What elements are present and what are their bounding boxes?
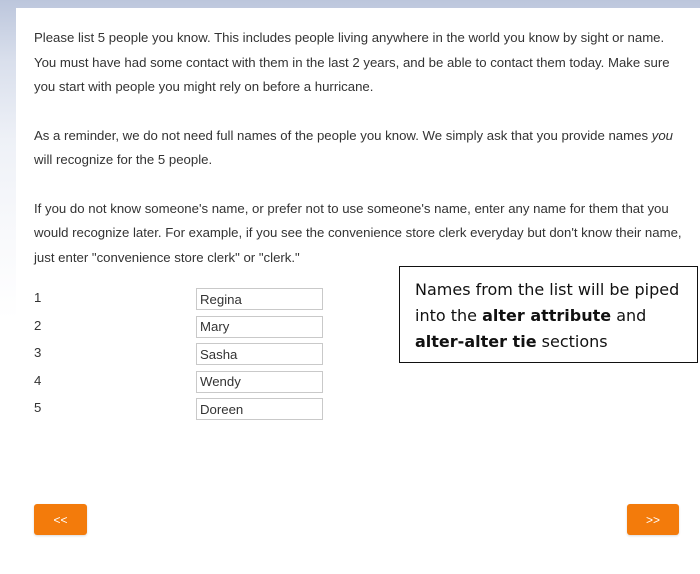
instruction-paragraph-2: [34, 124, 684, 173]
annotation-callout: [399, 266, 698, 363]
callout-bold-text: alter-alter tie: [415, 332, 537, 351]
instructions: [34, 26, 684, 270]
row-number: 1: [34, 290, 42, 305]
row-number: 5: [34, 400, 42, 415]
row-number: 2: [34, 317, 42, 333]
callout-text: sections: [536, 332, 608, 351]
row-number: 3: [34, 345, 42, 360]
instruction-text: As a reminder, we do not need full names of the people you know. We simply ask that you provide names: [34, 127, 652, 143]
emphasis-text: you: [651, 127, 673, 143]
name-input-1[interactable]: [196, 288, 323, 310]
row-number: 4: [34, 372, 42, 388]
callout-bold-text: alter attribute: [482, 306, 612, 325]
name-input-3[interactable]: [196, 343, 323, 365]
name-input-2[interactable]: [196, 316, 323, 338]
instruction-text: will recognize for the 5 people.: [34, 152, 213, 167]
previous-button[interactable]: <<: [34, 504, 87, 535]
instruction-paragraph-3: If you do not know someone's name, or prefer not to use someone's name, enter any name for them that you would recognize later. For example, if you see the convenience store clerk everyday but don't know their name, just enter "convenience store clerk" or "clerk.": [34, 200, 682, 265]
name-input-5[interactable]: [196, 398, 323, 420]
name-input-4[interactable]: [196, 371, 323, 393]
next-button[interactable]: >>: [627, 504, 679, 535]
callout-text: and: [611, 306, 647, 325]
instruction-paragraph-1: Please list 5 people you know. This includes people living anywhere in the world you know by sight or name. You must have had some contact with them in the last 2 years, and be able to contact them today. Make sure you start with people you might rely on before a hurricane.: [34, 30, 670, 94]
callout-text: Names from the list will be piped into the: [415, 280, 680, 325]
survey-page: [16, 8, 700, 574]
